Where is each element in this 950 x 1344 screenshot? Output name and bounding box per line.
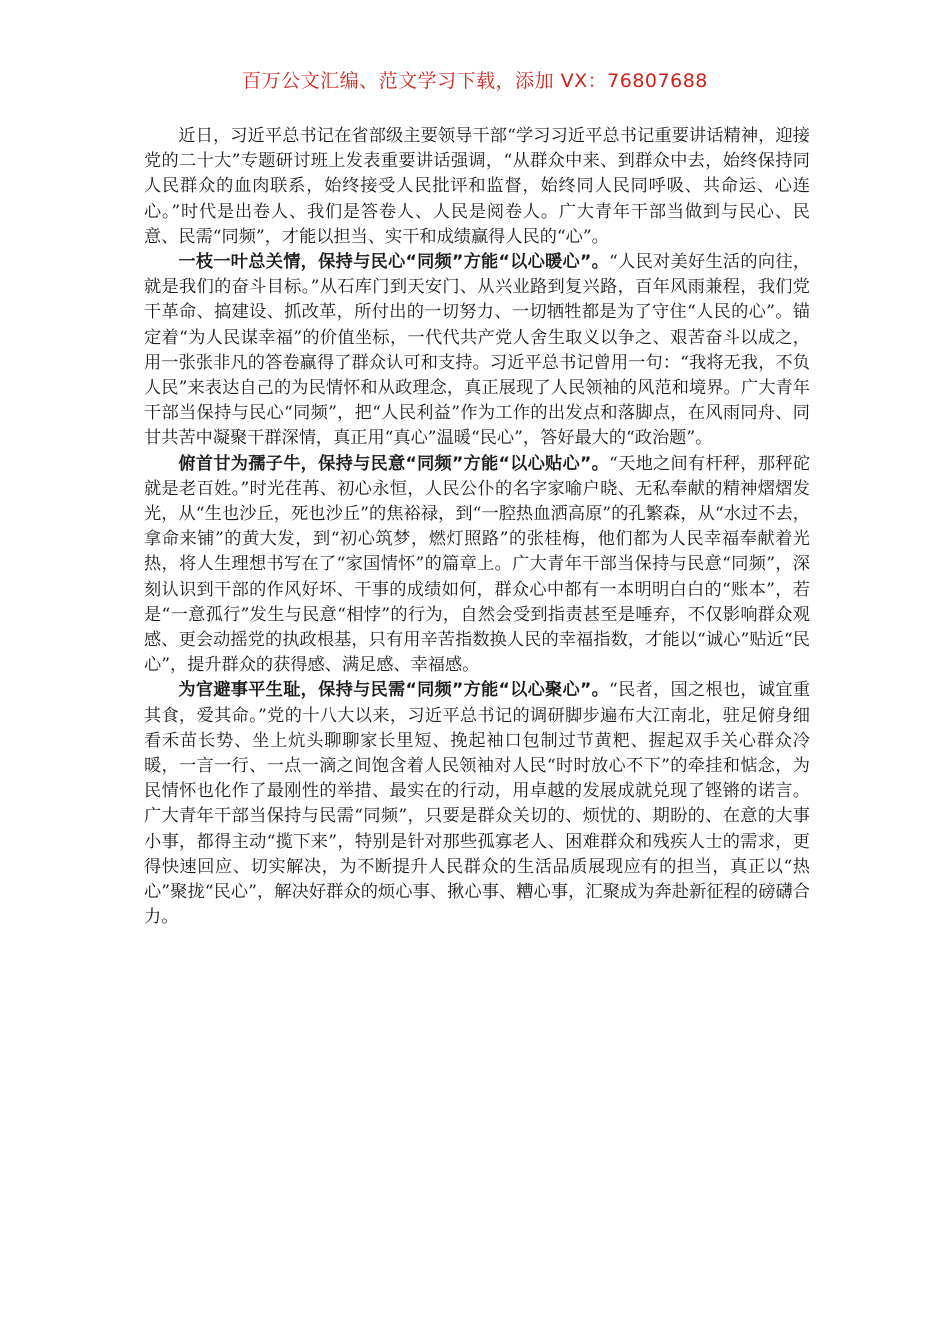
article-paragraph-heart-gather xyxy=(144,678,810,930)
paragraph-lead-heading: 一枝一叶总关情，保持与民心“同频”方能“以心暖心”。 xyxy=(178,252,610,273)
paragraph-lead-heading: 为官避事平生耻，保持与民需“同频”方能“以心聚心”。 xyxy=(178,680,610,701)
paragraph-text: “民者，国之根也，诚宜重其食，爱其命。”党的十八大以来，习近平总书记的调研脚步遍布大江南北，驻足俯身细看禾苗长势、坐上炕头聊聊家长里短、挽起袖口包制过节黄粑、握起双手关心群众冷暖，一言一行、一点一滴之间饱含着人民领袖对人民“时时放心不下”的牵挂和惦念，为民情怀也化作了最刚性的举措、最实在的行动，用卓越的发展成就兑现了铿锵的诺言。广大青年干部当保持与民需“同频”，只要是群众关切的、烦忧的、期盼的、在意的大事小事，都得主动“揽下来”，特别是针对那些孤寡老人、困难群众和残疾人士的需求，更得快速回应、切实解决，为不断提升人民群众的生活品质展现应有的担当，真正以“热心”聚拢“民心”，解决好群众的烦心事、揪心事、糟心事，汇聚成为奔赴新征程的磅礴合力。 xyxy=(144,680,811,928)
article-paragraph-intro xyxy=(144,124,810,250)
paragraph-text: 近日，习近平总书记在省部级主要领导干部“学习习近平总书记重要讲话精神，迎接党的二十大”专题研讨班上发表重要讲话强调，“从群众中来、到群众中去，始终保持同人民群众的血肉联系，始终接受人民批评和监督，始终同人民同呼吸、共命运、心连心。”时代是出卷人、我们是答卷人、人民是阅卷人。广大青年干部当做到与民心、民意、民需“同频”，才能以担当、实干和成绩赢得人民的“心”。 xyxy=(144,126,810,247)
watermark-header: 百万公文汇编、范文学习下载，添加 VX：76807688 xyxy=(242,70,708,92)
article-paragraph-heart-close xyxy=(144,452,810,679)
paragraph-text: “天地之间有杆秤，那秤砣就是老百姓。”时光荏苒、初心永恒，人民公仆的名字家喻户晓、无私奉献的精神熠熠发光，从“生也沙丘，死也沙丘”的焦裕禄，到“一腔热血洒高原”的孔繁森，从“水过不去，拿命来铺”的黄大发，到“初心筑梦，燃灯照路”的张桂梅，他们都为人民幸福奉献着光热，将人生理想书写在了“家国情怀”的篇章上。广大青年干部当保持与民意“同频”，深刻认识到干部的作风好坏、干事的成绩如何，群众心中都有一本明明白白的“账本”，若是“一意孤行”发生与民意“相悖”的行为，自然会受到指责甚至是唾弃，不仅影响群众观感、更会动摇党的执政根基，只有用辛苦指数换人民的幸福指数，才能以“诚心”贴近“民心”，提升群众的获得感、满足感、幸福感。 xyxy=(144,453,811,676)
article-paragraph-heart-warm xyxy=(144,250,810,452)
paragraph-lead-heading: 俯首甘为孺子牛，保持与民意“同频”方能“以心贴心”。 xyxy=(178,453,610,474)
article-body xyxy=(144,124,810,931)
paragraph-text: “人民对美好生活的向往，就是我们的奋斗目标。”从石库门到天安门、从兴业路到复兴路，百年风雨兼程，我们党干革命、搞建设、抓改革，所付出的一切努力、一切牺牲都是为了守住“人民的心”。锚定着“为人民谋幸福”的价值坐标，一代代共产党人舍生取义以争之、艰苦奋斗以成之，用一张张非凡的答卷赢得了群众认可和支持。习近平总书记曾用一句：“我将无我，不负人民”来表达自己的为民情怀和从政理念，真正展现了人民领袖的风范和境界。广大青年干部当保持与民心“同频”，把“人民利益”作为工作的出发点和落脚点，在风雨同舟、同甘共苦中凝聚干群深情，真正用“真心”温暖“民心”，答好最大的“政治题”。 xyxy=(144,252,811,449)
